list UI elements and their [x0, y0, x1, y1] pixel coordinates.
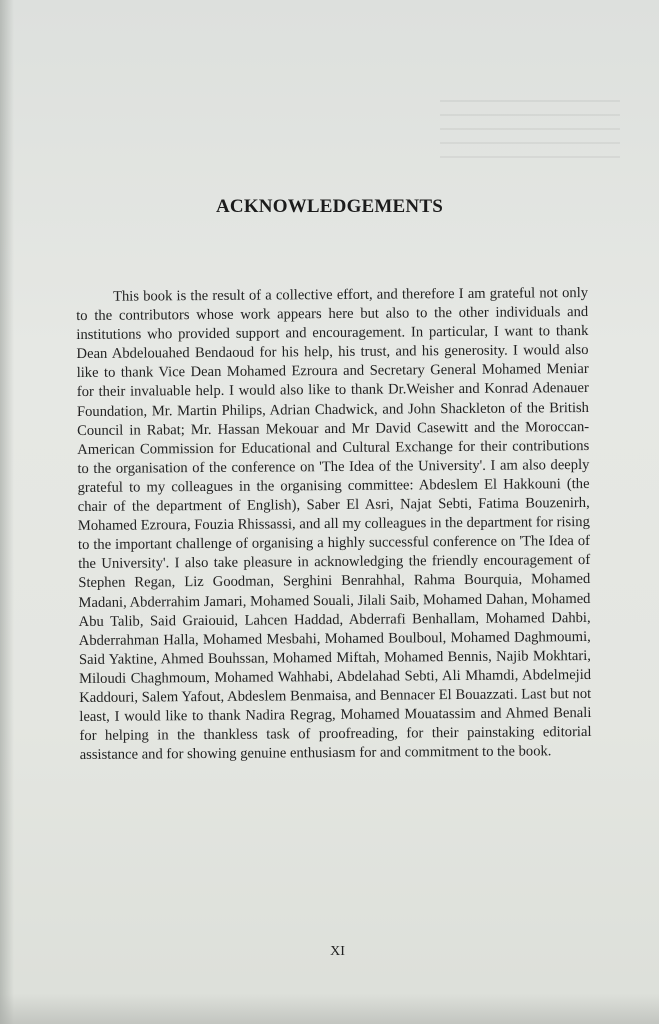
page-edge-shadow	[0, 0, 14, 1024]
page-title: ACKNOWLEDGEMENTS	[215, 196, 443, 217]
show-through-text	[440, 100, 620, 170]
page-number: XI	[330, 944, 345, 959]
page-bottom-shadow	[0, 994, 659, 1024]
acknowledgements-paragraph: This book is the result of a collective effort, and therefore I am grateful not only to the contributors whose work appears here but also to the other individuals and institutions who provided support and encouragement. In particular, I want to thank Dean Abdelouahed Bendaoud for his help, his trust, and his generosity. I would also like to thank Vice Dean Mohamed Ezroura and Secretary General Mohamed Meniar for their invaluable help. I would also like to thank Dr.Weisher and Konrad Adenauer Foundation, Mr. Martin Philips, Adrian Chadwick, and John Shackleton of the British Council in Rabat; Mr. Hassan Mekouar and Mr David Casewitt and the Moroccan-American Commission for Educational and Cultural Exchange for their contributions to the organisation of the conference on 'The Idea of the University'. I am also deeply grateful to my colleagues in the organising committee: Abdeslem El Hakkouni (the chair of the department of English), Saber El Asri, Najat Sebti, Fatima Bouzenirh, Mohamed Ezroura, Fouzia Rhissassi, and all my colleagues in the department for rising to the important challenge of organising a highly successful conference on 'The Idea of the University'. I also take pleasure in acknowledging the friendly encouragement of Stephen Regan, Liz Goodman, Serghini Benrahhal, Rahma Bourquia, Mohamed Madani, Abderrahim Jamari, Mohamed Souali, Jilali Saib, Mohamed Dahan, Mohamed Abu Talib, Said Graiouid, Lahcen Haddad, Abderrafi Benhallam, Mohamed Dahbi, Abderrahman Halla, Mohamed Mesbahi, Mohamed Boulboul, Mohamed Daghmoumi, Said Yaktine, Ahmed Bouhssan, Mohamed Miftah, Mohamed Bennis, Najib Mokhtari, Miloudi Chaghmoum, Mohamed Wahhabi, Abdelahad Sebti, Ali Mhamdi, Abdelmejid Kaddouri, Salem Yafout, Abdeslem Benmaisa, and Bennacer El Bouazzati. Last but not least, I would like to thank Nadira Regrag, Mohamed Mouatassim and Ahmed Benali for helping in the thankless task of proofreading, for their painstaking editorial assistance and for showing genuine enthusiasm for and commitment to the book.	[76, 284, 592, 764]
